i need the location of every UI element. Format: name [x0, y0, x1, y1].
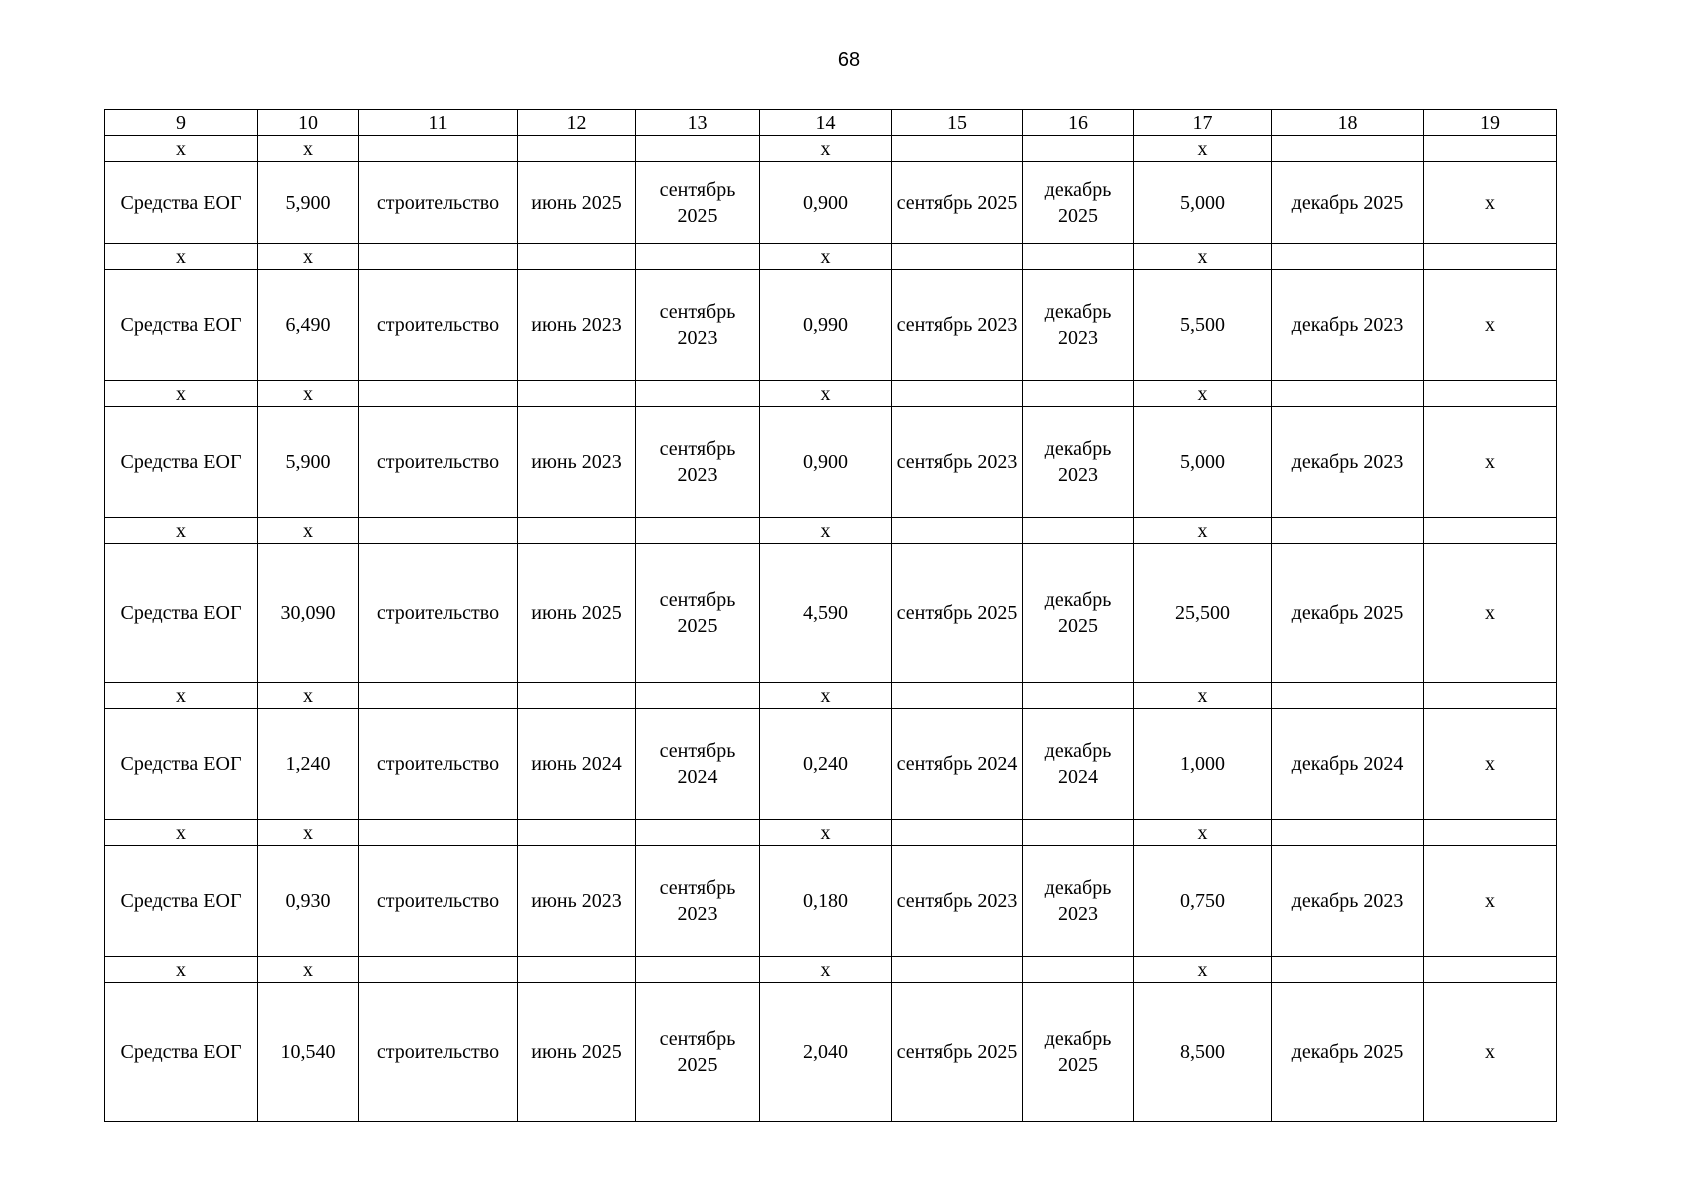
table-cell: июнь 2024: [518, 709, 636, 820]
marker-cell: [636, 820, 760, 846]
table-cell: сентябрь 2023: [892, 407, 1023, 518]
marker-cell: [1424, 381, 1557, 407]
table-cell: 10,540: [258, 983, 359, 1122]
marker-cell: [892, 683, 1023, 709]
table-cell: сентябрь 2024: [636, 709, 760, 820]
marker-cell: [892, 244, 1023, 270]
funding-source-cell: Средства ЕОГ: [105, 983, 258, 1122]
table-cell: декабрь 2023: [1272, 270, 1424, 381]
marker-cell: [892, 381, 1023, 407]
column-number: 16: [1023, 110, 1134, 136]
table-row: [105, 270, 1557, 381]
marker-cell: x: [760, 244, 892, 270]
marker-cell: [892, 820, 1023, 846]
marker-cell: [359, 518, 518, 544]
table-cell: сентябрь 2023: [892, 846, 1023, 957]
table-cell: сентябрь 2023: [636, 270, 760, 381]
marker-cell: x: [105, 820, 258, 846]
table-cell: июнь 2025: [518, 162, 636, 244]
table-cell: 5,900: [258, 407, 359, 518]
funding-source-cell: Средства ЕОГ: [105, 270, 258, 381]
marker-cell: [1023, 381, 1134, 407]
table-cell: сентябрь 2023: [892, 270, 1023, 381]
table-row: [105, 709, 1557, 820]
marker-cell: [1272, 381, 1424, 407]
table-cell: 5,900: [258, 162, 359, 244]
table-cell: 0,930: [258, 846, 359, 957]
marker-cell: x: [258, 381, 359, 407]
marker-cell: [359, 820, 518, 846]
marker-cell: [518, 683, 636, 709]
table-cell: декабрь 2024: [1272, 709, 1424, 820]
table-cell: сентябрь 2025: [892, 983, 1023, 1122]
marker-cell: [518, 381, 636, 407]
marker-cell: [518, 136, 636, 162]
table-row: [105, 162, 1557, 244]
marker-cell: [1424, 518, 1557, 544]
table-cell: сентябрь 2025: [636, 983, 760, 1122]
marker-cell: x: [258, 244, 359, 270]
table-row: [105, 407, 1557, 518]
table-cell: 6,490: [258, 270, 359, 381]
table-cell: 0,180: [760, 846, 892, 957]
marker-cell: [1424, 820, 1557, 846]
marker-cell: [1272, 957, 1424, 983]
marker-cell: x: [760, 957, 892, 983]
marker-cell: [1023, 820, 1134, 846]
table-cell: x: [1424, 544, 1557, 683]
marker-row: [105, 136, 1557, 162]
table-cell: x: [1424, 270, 1557, 381]
marker-cell: x: [258, 136, 359, 162]
marker-cell: [1272, 518, 1424, 544]
marker-cell: [1424, 136, 1557, 162]
column-number: 9: [105, 110, 258, 136]
table-cell: строительство: [359, 709, 518, 820]
table-cell: 0,240: [760, 709, 892, 820]
table-cell: декабрь 2023: [1023, 846, 1134, 957]
marker-cell: [1424, 683, 1557, 709]
column-number: 15: [892, 110, 1023, 136]
marker-cell: [636, 136, 760, 162]
marker-cell: x: [258, 820, 359, 846]
marker-cell: x: [760, 820, 892, 846]
marker-cell: x: [1134, 136, 1272, 162]
marker-cell: x: [105, 244, 258, 270]
table-cell: июнь 2025: [518, 983, 636, 1122]
funding-source-cell: Средства ЕОГ: [105, 407, 258, 518]
table-cell: строительство: [359, 983, 518, 1122]
table-cell: 1,000: [1134, 709, 1272, 820]
marker-cell: [1023, 518, 1134, 544]
marker-cell: x: [258, 683, 359, 709]
table-cell: июнь 2023: [518, 407, 636, 518]
table-cell: декабрь 2024: [1023, 709, 1134, 820]
marker-cell: x: [105, 683, 258, 709]
marker-cell: x: [760, 381, 892, 407]
table-cell: декабрь 2023: [1272, 407, 1424, 518]
table-cell: 0,900: [760, 162, 892, 244]
table-cell: строительство: [359, 407, 518, 518]
marker-cell: [359, 244, 518, 270]
marker-cell: x: [105, 957, 258, 983]
table-cell: сентябрь 2025: [636, 544, 760, 683]
marker-cell: [518, 957, 636, 983]
table-cell: x: [1424, 162, 1557, 244]
table-cell: 30,090: [258, 544, 359, 683]
table-cell: декабрь 2023: [1023, 270, 1134, 381]
marker-cell: x: [105, 518, 258, 544]
marker-cell: [892, 518, 1023, 544]
table-cell: декабрь 2023: [1272, 846, 1424, 957]
table-cell: x: [1424, 983, 1557, 1122]
table-cell: декабрь 2025: [1023, 983, 1134, 1122]
table-cell: 25,500: [1134, 544, 1272, 683]
marker-cell: [1272, 244, 1424, 270]
table-cell: декабрь 2025: [1023, 544, 1134, 683]
marker-row: [105, 244, 1557, 270]
table-cell: сентябрь 2024: [892, 709, 1023, 820]
column-number: 17: [1134, 110, 1272, 136]
table-cell: 0,990: [760, 270, 892, 381]
table-cell: 4,590: [760, 544, 892, 683]
column-number-row: [105, 110, 1557, 136]
table-cell: декабрь 2025: [1023, 162, 1134, 244]
page-number: 68: [837, 49, 861, 71]
marker-cell: x: [1134, 381, 1272, 407]
marker-cell: [518, 820, 636, 846]
table-cell: строительство: [359, 846, 518, 957]
table-cell: 0,900: [760, 407, 892, 518]
funding-source-cell: Средства ЕОГ: [105, 162, 258, 244]
marker-cell: [1424, 957, 1557, 983]
marker-cell: [892, 957, 1023, 983]
marker-cell: [1023, 683, 1134, 709]
table-cell: строительство: [359, 270, 518, 381]
table-row: [105, 544, 1557, 683]
column-number: 18: [1272, 110, 1424, 136]
table-cell: 0,750: [1134, 846, 1272, 957]
marker-cell: [1424, 244, 1557, 270]
funding-source-cell: Средства ЕОГ: [105, 544, 258, 683]
marker-cell: [636, 381, 760, 407]
marker-cell: x: [1134, 244, 1272, 270]
table-cell: июнь 2025: [518, 544, 636, 683]
marker-cell: [518, 244, 636, 270]
marker-row: [105, 683, 1557, 709]
table-cell: декабрь 2025: [1272, 983, 1424, 1122]
marker-cell: [1272, 683, 1424, 709]
table-cell: июнь 2023: [518, 846, 636, 957]
table-cell: 5,500: [1134, 270, 1272, 381]
marker-cell: x: [1134, 518, 1272, 544]
table-cell: сентябрь 2025: [892, 162, 1023, 244]
table-cell: сентябрь 2023: [636, 846, 760, 957]
marker-cell: x: [760, 136, 892, 162]
marker-cell: x: [1134, 820, 1272, 846]
marker-row: [105, 381, 1557, 407]
column-number: 14: [760, 110, 892, 136]
data-table: [104, 109, 1557, 1122]
marker-cell: x: [1134, 683, 1272, 709]
column-number: 12: [518, 110, 636, 136]
marker-cell: x: [105, 381, 258, 407]
table-cell: декабрь 2025: [1272, 544, 1424, 683]
marker-cell: [636, 518, 760, 544]
table-row: [105, 983, 1557, 1122]
table-cell: июнь 2023: [518, 270, 636, 381]
funding-source-cell: Средства ЕОГ: [105, 709, 258, 820]
table-cell: сентябрь 2023: [636, 407, 760, 518]
column-number: 10: [258, 110, 359, 136]
marker-cell: [1023, 244, 1134, 270]
marker-cell: x: [258, 518, 359, 544]
marker-cell: [636, 244, 760, 270]
table-cell: 5,000: [1134, 407, 1272, 518]
column-number: 19: [1424, 110, 1557, 136]
table-cell: x: [1424, 709, 1557, 820]
marker-cell: [359, 381, 518, 407]
column-number: 13: [636, 110, 760, 136]
marker-cell: [1023, 957, 1134, 983]
marker-cell: x: [258, 957, 359, 983]
table-cell: строительство: [359, 544, 518, 683]
table-cell: x: [1424, 846, 1557, 957]
marker-cell: x: [760, 518, 892, 544]
table-cell: строительство: [359, 162, 518, 244]
table-cell: сентябрь 2025: [892, 544, 1023, 683]
marker-cell: [636, 957, 760, 983]
marker-cell: [636, 683, 760, 709]
marker-cell: x: [1134, 957, 1272, 983]
marker-cell: [1023, 136, 1134, 162]
table-cell: декабрь 2023: [1023, 407, 1134, 518]
marker-cell: [518, 518, 636, 544]
table-cell: сентябрь 2025: [636, 162, 760, 244]
table-cell: декабрь 2025: [1272, 162, 1424, 244]
marker-cell: x: [105, 136, 258, 162]
marker-cell: [892, 136, 1023, 162]
marker-cell: [359, 957, 518, 983]
funding-source-cell: Средства ЕОГ: [105, 846, 258, 957]
marker-cell: [359, 683, 518, 709]
column-number: 11: [359, 110, 518, 136]
table-cell: 8,500: [1134, 983, 1272, 1122]
table-cell: 2,040: [760, 983, 892, 1122]
table-cell: 5,000: [1134, 162, 1272, 244]
marker-row: [105, 957, 1557, 983]
marker-row: [105, 820, 1557, 846]
table-row: [105, 846, 1557, 957]
table-cell: 1,240: [258, 709, 359, 820]
marker-cell: [1272, 136, 1424, 162]
marker-cell: [359, 136, 518, 162]
marker-cell: [1272, 820, 1424, 846]
marker-cell: x: [760, 683, 892, 709]
table-cell: x: [1424, 407, 1557, 518]
marker-row: [105, 518, 1557, 544]
